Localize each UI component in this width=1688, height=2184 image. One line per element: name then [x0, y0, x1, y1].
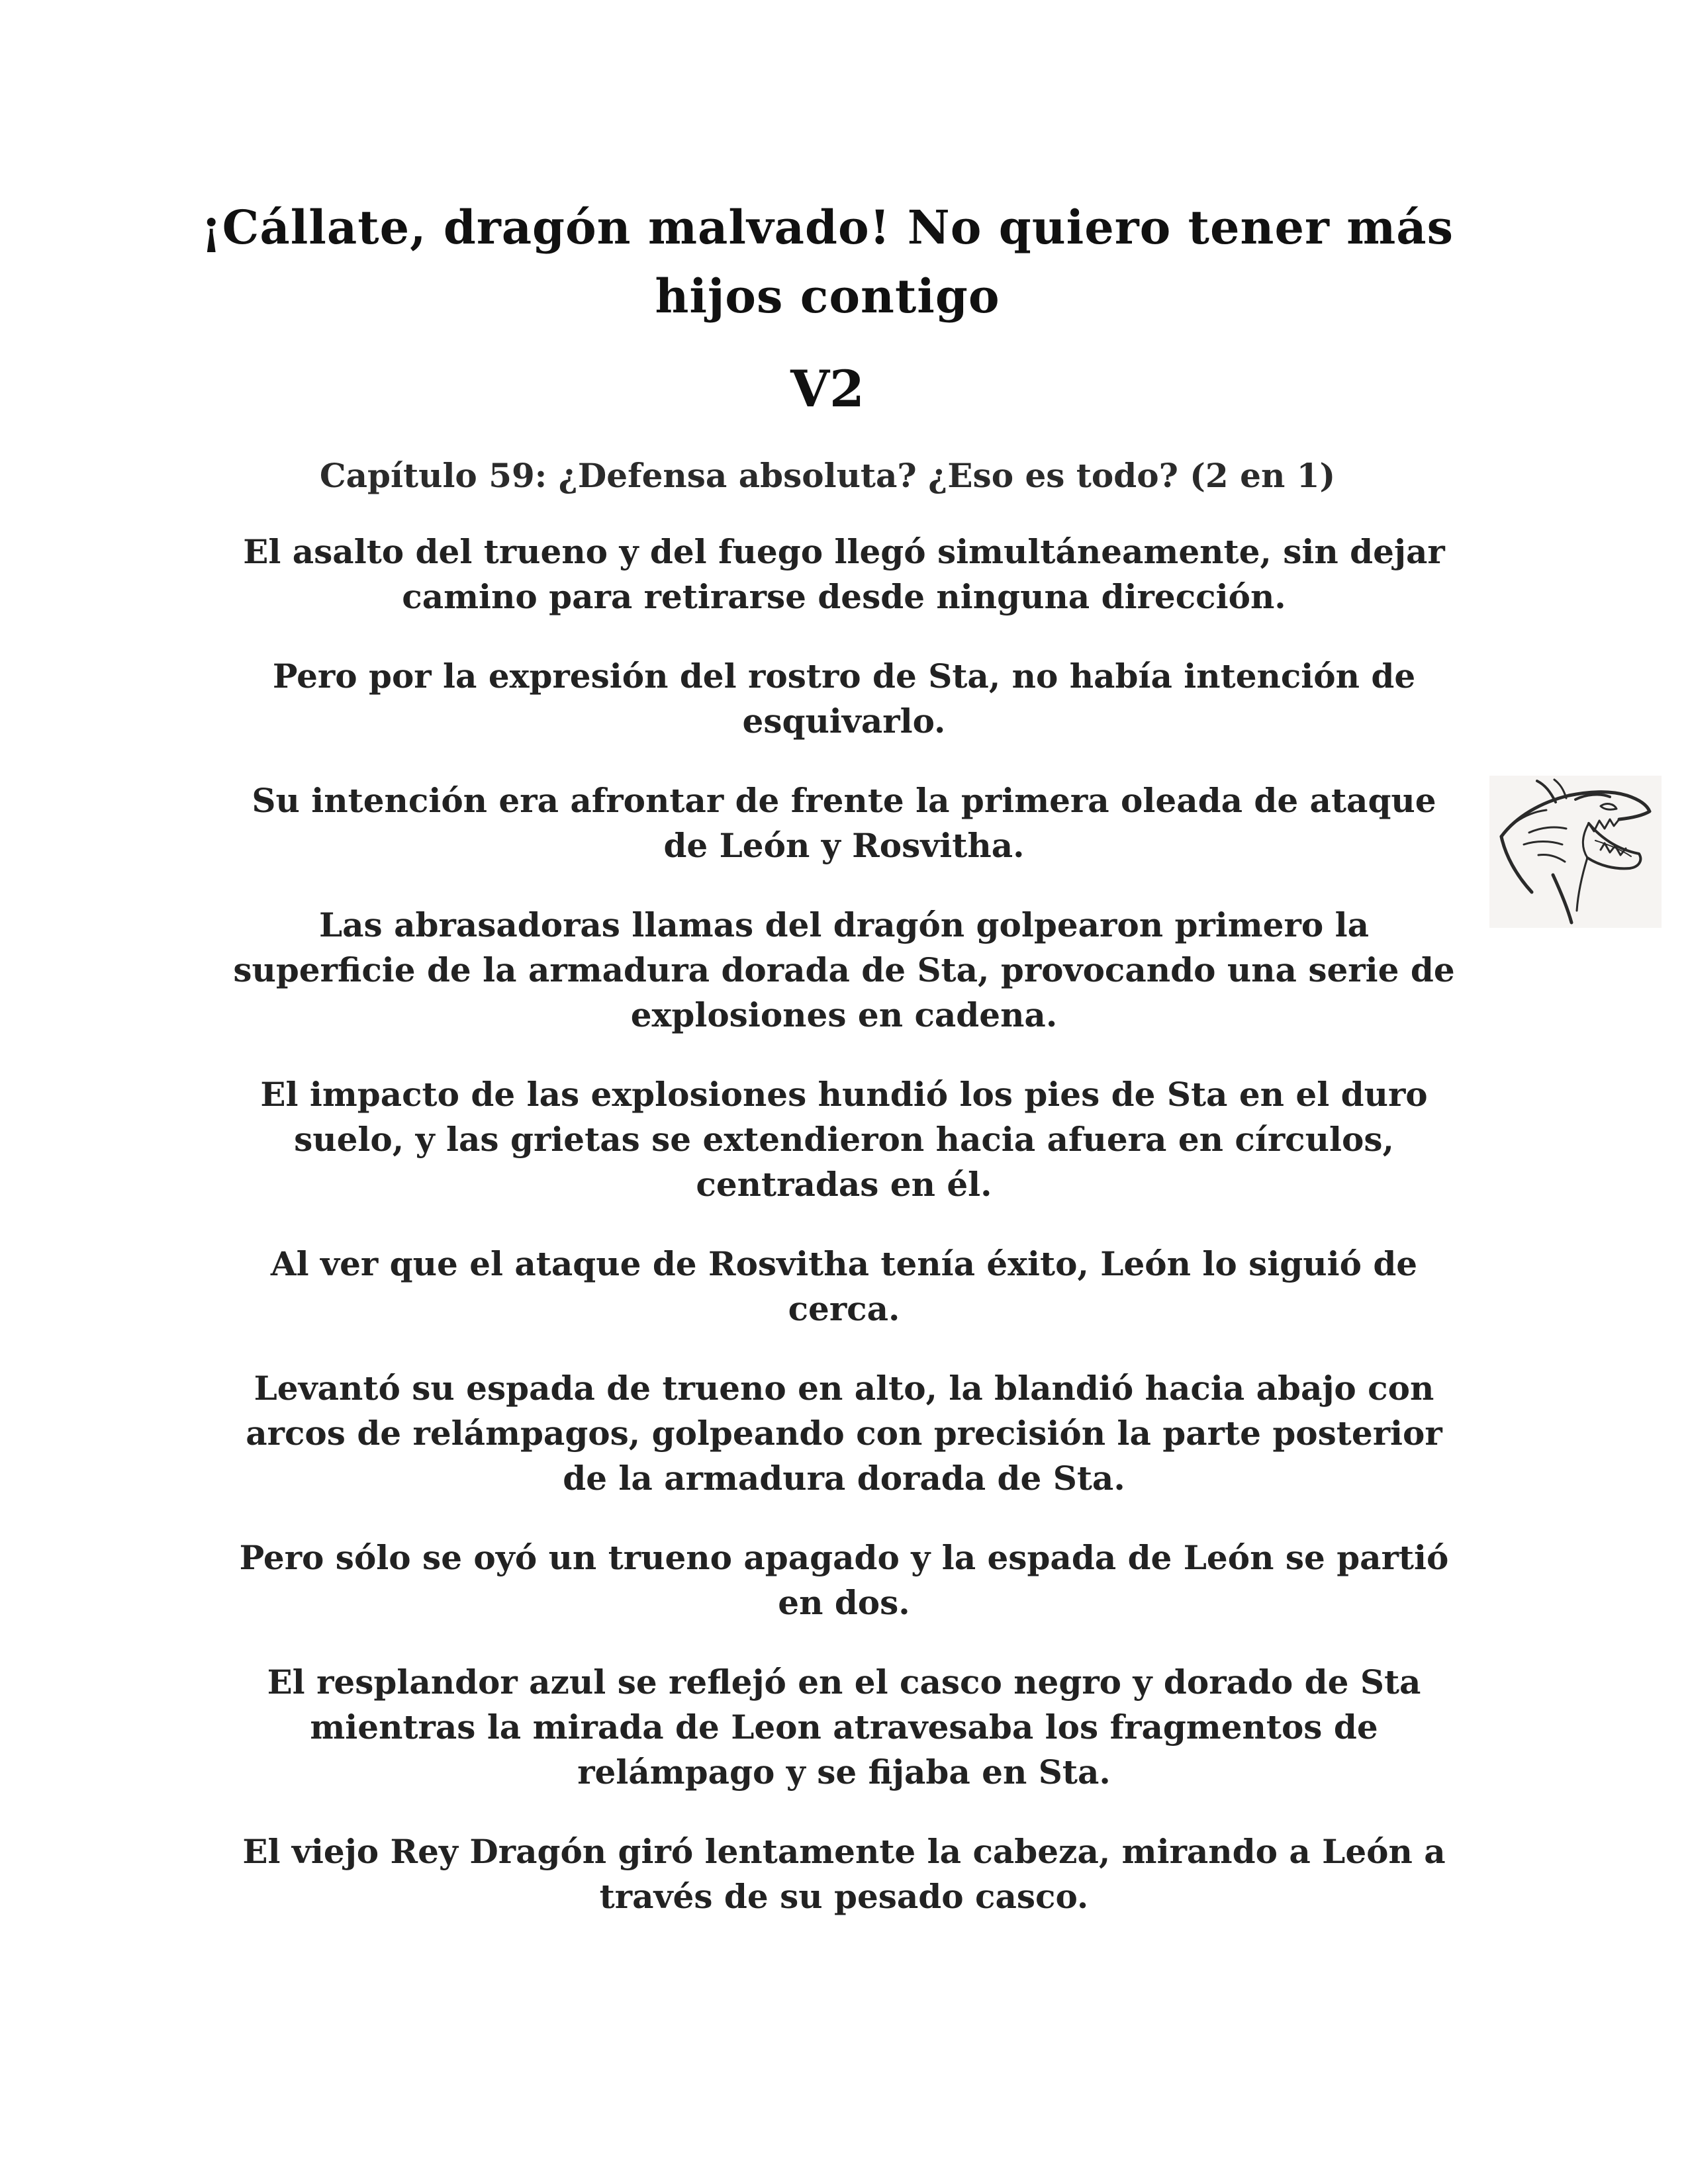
chapter-body	[232, 529, 1456, 1954]
volume-label: V2	[790, 359, 865, 418]
paragraph: El asalto del trueno y del fuego llegó simultáneamente, sin dejar camino para retirarse desde ninguna dirección.	[243, 532, 1445, 616]
paragraph: Al ver que el ataque de Rosvitha tenía éxito, León lo siguió de cerca.	[270, 1244, 1418, 1328]
dragon-head-sketch-icon	[1489, 776, 1662, 928]
paragraph: Las abrasadoras llamas del dragón golpearon primero la superficie de la armadura dorada de Sta, provocando una serie de explosiones en cadena.	[233, 905, 1455, 1034]
chapter-heading: Capítulo 59: ¿Defensa absoluta? ¿Eso es todo? (2 en 1)	[319, 456, 1336, 495]
paragraph: Pero por la expresión del rostro de Sta, no había intención de esquivarlo.	[272, 657, 1416, 741]
paragraph: Su intención era afrontar de frente la primera oleada de ataque de León y Rosvitha.	[252, 781, 1436, 865]
paragraph: El resplandor azul se reflejó en el casco negro y dorado de Sta mientras la mirada de Leon atravesaba los fragmentos de relámpago y se fijaba en Sta.	[267, 1662, 1421, 1792]
paragraph: El impacto de las explosiones hundió los pies de Sta en el duro suelo, y las grietas se extendieron hacia afuera en círculos, centradas en él.	[260, 1075, 1428, 1204]
paragraph: El viejo Rey Dragón giró lentamente la cabeza, mirando a León a través de su pesado casco.	[242, 1832, 1446, 1916]
document-title: ¡Cállate, dragón malvado! No quiero tener más hijos contigo	[201, 200, 1454, 324]
paragraph: Levantó su espada de trueno en alto, la blandió hacia abajo con arcos de relámpagos, golpeando con precisión la parte posterior de la armadura dorada de Sta.	[246, 1369, 1442, 1498]
paragraph: Pero sólo se oyó un trueno apagado y la espada de León se partió en dos.	[239, 1538, 1449, 1622]
